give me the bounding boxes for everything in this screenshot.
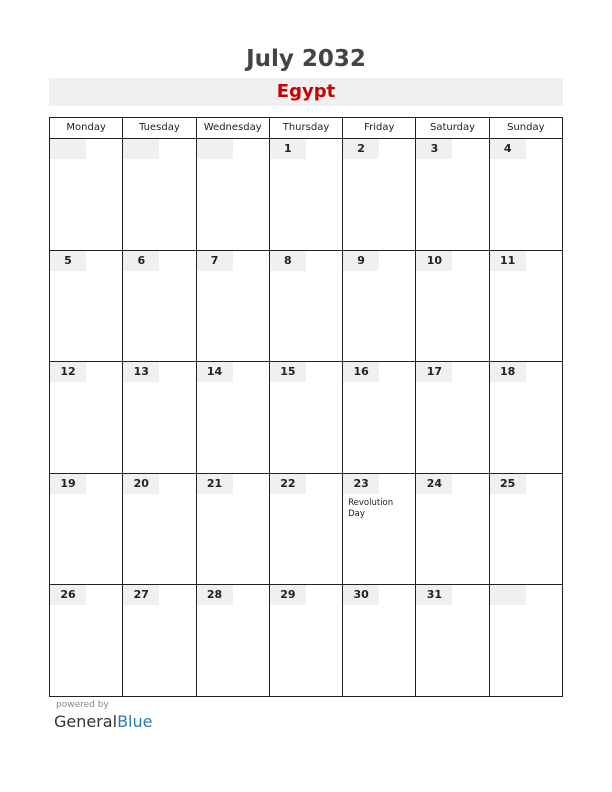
weeks-container bbox=[50, 139, 562, 697]
date-number: 28 bbox=[197, 585, 233, 605]
date-number: 18 bbox=[490, 362, 526, 382]
date-number: 31 bbox=[416, 585, 452, 605]
date-number: 23 bbox=[343, 474, 379, 494]
date-number: 8 bbox=[270, 251, 306, 271]
day-cell-3 bbox=[416, 139, 489, 250]
date-number: 12 bbox=[50, 362, 86, 382]
date-number: 29 bbox=[270, 585, 306, 605]
powered-by-text: powered by bbox=[56, 700, 109, 710]
date-number bbox=[50, 139, 86, 159]
calendar-grid bbox=[49, 117, 563, 697]
weekday-friday: Friday bbox=[343, 118, 416, 138]
weekday-saturday: Saturday bbox=[416, 118, 489, 138]
calendar-title: July 2032 bbox=[246, 46, 366, 72]
day-cell-1 bbox=[270, 139, 343, 250]
date-number: 1 bbox=[270, 139, 306, 159]
date-number: 2 bbox=[343, 139, 379, 159]
day-cell-20 bbox=[123, 474, 196, 585]
date-number: 25 bbox=[490, 474, 526, 494]
date-number bbox=[123, 139, 159, 159]
date-number: 19 bbox=[50, 474, 86, 494]
week-row bbox=[50, 251, 562, 363]
date-number: 22 bbox=[270, 474, 306, 494]
date-number: 13 bbox=[123, 362, 159, 382]
empty-day-cell bbox=[490, 585, 562, 697]
date-number: 15 bbox=[270, 362, 306, 382]
day-cell-22 bbox=[270, 474, 343, 585]
empty-day-cell bbox=[123, 139, 196, 250]
week-row bbox=[50, 139, 562, 251]
day-cell-8 bbox=[270, 251, 343, 362]
date-number: 9 bbox=[343, 251, 379, 271]
date-number: 27 bbox=[123, 585, 159, 605]
day-cell-31 bbox=[416, 585, 489, 697]
day-cell-18 bbox=[490, 362, 562, 473]
week-row bbox=[50, 474, 562, 586]
date-number: 26 bbox=[50, 585, 86, 605]
date-number bbox=[490, 585, 526, 605]
empty-day-cell bbox=[197, 139, 270, 250]
day-cell-25 bbox=[490, 474, 562, 585]
day-cell-9 bbox=[343, 251, 416, 362]
date-number: 21 bbox=[197, 474, 233, 494]
day-cell-7 bbox=[197, 251, 270, 362]
week-row bbox=[50, 362, 562, 474]
day-cell-14 bbox=[197, 362, 270, 473]
date-number: 14 bbox=[197, 362, 233, 382]
weekday-wednesday: Wednesday bbox=[197, 118, 270, 138]
day-cell-27 bbox=[123, 585, 196, 697]
weekday-header bbox=[50, 118, 562, 139]
weekday-tuesday: Tuesday bbox=[123, 118, 196, 138]
generalblue-logo[interactable] bbox=[54, 712, 152, 731]
date-number: 30 bbox=[343, 585, 379, 605]
brand-general: General bbox=[54, 712, 118, 731]
date-number: 20 bbox=[123, 474, 159, 494]
day-cell-4 bbox=[490, 139, 562, 250]
day-cell-30 bbox=[343, 585, 416, 697]
date-number: 6 bbox=[123, 251, 159, 271]
country-band bbox=[49, 78, 563, 106]
brand-blue: Blue bbox=[117, 712, 153, 731]
date-number: 3 bbox=[416, 139, 452, 159]
day-cell-15 bbox=[270, 362, 343, 473]
day-cell-28 bbox=[197, 585, 270, 697]
day-cell-24 bbox=[416, 474, 489, 585]
day-cell-6 bbox=[123, 251, 196, 362]
day-cell-10 bbox=[416, 251, 489, 362]
week-row bbox=[50, 585, 562, 697]
date-number: 5 bbox=[50, 251, 86, 271]
day-cell-29 bbox=[270, 585, 343, 697]
date-number: 11 bbox=[490, 251, 526, 271]
empty-day-cell bbox=[50, 139, 123, 250]
day-cell-26 bbox=[50, 585, 123, 697]
date-number: 4 bbox=[490, 139, 526, 159]
day-cell-12 bbox=[50, 362, 123, 473]
country-name: Egypt bbox=[276, 81, 336, 102]
day-cell-23 bbox=[343, 474, 416, 585]
date-number: 10 bbox=[416, 251, 452, 271]
date-number: 17 bbox=[416, 362, 452, 382]
weekday-monday: Monday bbox=[50, 118, 123, 138]
date-number: 7 bbox=[197, 251, 233, 271]
day-cell-16 bbox=[343, 362, 416, 473]
date-number bbox=[197, 139, 233, 159]
weekday-sunday: Sunday bbox=[507, 122, 545, 133]
date-number: 16 bbox=[343, 362, 379, 382]
weekday-thursday: Thursday bbox=[270, 118, 343, 138]
day-cell-13 bbox=[123, 362, 196, 473]
day-cell-5 bbox=[50, 251, 123, 362]
date-number: 24 bbox=[416, 474, 452, 494]
holiday-label: Revolution Day bbox=[348, 497, 394, 519]
day-cell-19 bbox=[50, 474, 123, 585]
day-cell-11 bbox=[490, 251, 562, 362]
day-cell-2 bbox=[343, 139, 416, 250]
day-cell-17 bbox=[416, 362, 489, 473]
day-cell-21 bbox=[197, 474, 270, 585]
